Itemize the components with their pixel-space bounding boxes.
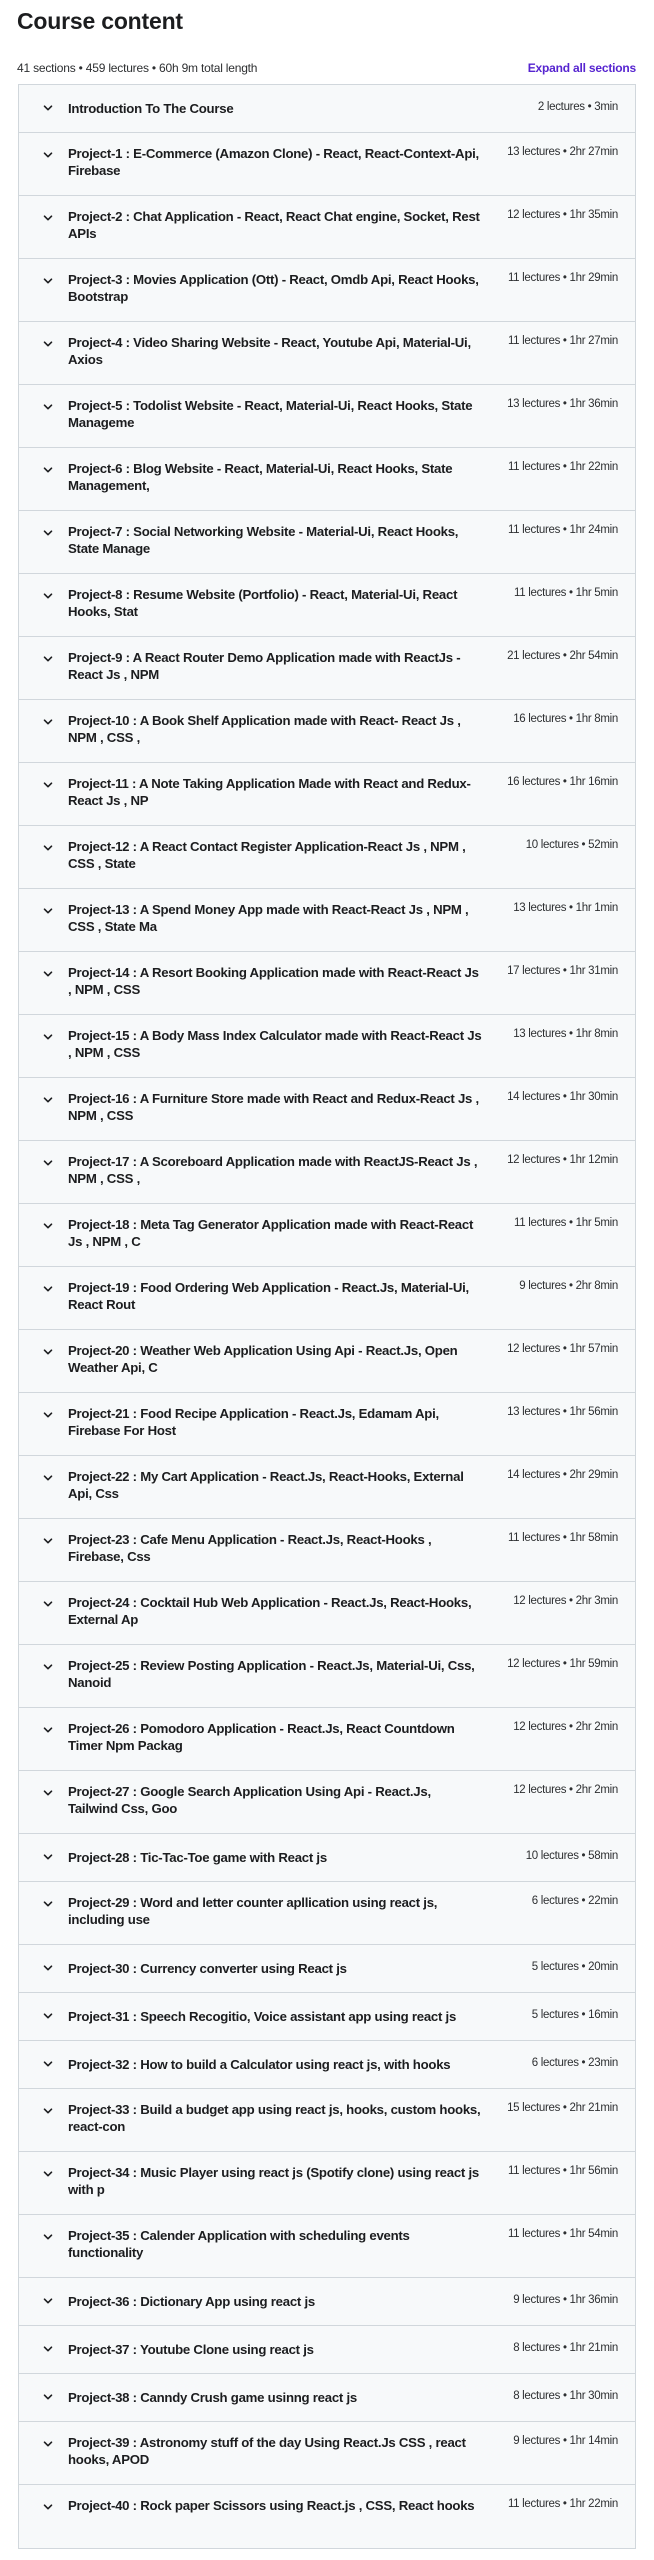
chevron-down-icon[interactable] xyxy=(41,904,55,918)
section-title[interactable]: Project-35 : Calender Application with scheduling events functionality xyxy=(68,2228,410,2260)
chevron-down-icon[interactable] xyxy=(41,1219,55,1233)
chevron-down-icon[interactable] xyxy=(41,2390,55,2404)
section-title[interactable]: Project-4 : Video Sharing Website - React, Youtube Api, Material-Ui, Axios xyxy=(68,335,471,367)
section-meta: 12 lectures • 2hr 3min xyxy=(513,1595,618,1607)
section-title[interactable]: Project-26 : Pomodoro Application - React.Js, React Countdown Timer Npm Packag xyxy=(68,1721,455,1753)
section-header[interactable] xyxy=(19,1141,635,1204)
chevron-down-icon[interactable] xyxy=(41,463,55,477)
section-title[interactable]: Project-13 : A Spend Money App made with React-React Js , NPM , CSS , State Ma xyxy=(68,902,469,934)
section-meta: 11 lectures • 1hr 58min xyxy=(507,1532,618,1544)
section-header[interactable] xyxy=(19,1771,635,1834)
section-meta: 12 lectures • 2hr 2min xyxy=(513,1721,618,1733)
chevron-down-icon[interactable] xyxy=(41,400,55,414)
section-title[interactable]: Project-20 : Weather Web Application Using Api - React.Js, Open Weather Api, C xyxy=(68,1343,458,1375)
section-header[interactable] xyxy=(19,1993,635,2041)
section-title[interactable]: Introduction To The Course xyxy=(68,101,234,116)
section-meta: 11 lectures • 1hr 27min xyxy=(507,335,618,347)
chevron-down-icon[interactable] xyxy=(41,1897,55,1911)
chevron-down-icon[interactable] xyxy=(41,274,55,288)
section-meta: 15 lectures • 2hr 21min xyxy=(507,2102,618,2114)
section-meta: 8 lectures • 1hr 30min xyxy=(513,2390,618,2402)
section-title[interactable]: Project-2 : Chat Application - React, React Chat engine, Socket, Rest APIs xyxy=(68,209,480,241)
section-meta: 12 lectures • 1hr 59min xyxy=(507,1658,618,1670)
section-header[interactable] xyxy=(19,1078,635,1141)
section-meta: 13 lectures • 1hr 1min xyxy=(513,902,618,914)
section-header[interactable] xyxy=(19,1882,635,1945)
section-title[interactable]: Project-1 : E-Commerce (Amazon Clone) - React, React-Context-Api, Firebase xyxy=(68,146,479,178)
chevron-down-icon[interactable] xyxy=(41,1660,55,1674)
section-title[interactable]: Project-14 : A Resort Booking Application made with React-React Js , NPM , CSS xyxy=(68,965,479,997)
section-meta: 8 lectures • 1hr 21min xyxy=(513,2342,618,2354)
section-meta: 11 lectures • 1hr 22min xyxy=(507,461,618,473)
chevron-down-icon[interactable] xyxy=(41,1282,55,1296)
section-title[interactable]: Project-16 : A Furniture Store made with React and Redux-React Js , NPM , CSS xyxy=(68,1091,479,1123)
expand-all-sections-button[interactable]: Expand all sections xyxy=(527,61,636,75)
section-meta: 21 lectures • 2hr 54min xyxy=(507,650,618,662)
section-header[interactable] xyxy=(19,1204,635,1267)
chevron-down-icon[interactable] xyxy=(41,2342,55,2356)
section-title[interactable]: Project-36 : Dictionary App using react js xyxy=(68,2294,315,2309)
chevron-down-icon[interactable] xyxy=(41,1786,55,1800)
section-title[interactable]: Project-39 : Astronomy stuff of the day Using React.Js CSS , react hooks, APOD xyxy=(68,2435,466,2467)
section-meta: 13 lectures • 1hr 56min xyxy=(507,1406,618,1418)
chevron-down-icon[interactable] xyxy=(41,101,55,115)
chevron-down-icon[interactable] xyxy=(41,1030,55,1044)
section-meta: 12 lectures • 2hr 2min xyxy=(513,1784,618,1796)
chevron-down-icon[interactable] xyxy=(41,589,55,603)
section-header[interactable] xyxy=(19,133,635,196)
section-meta: 11 lectures • 1hr 24min xyxy=(507,524,618,536)
section-meta: 5 lectures • 20min xyxy=(531,1961,618,1973)
section-header[interactable] xyxy=(19,85,635,133)
section-title[interactable]: Project-29 : Word and letter counter apllication using react js, including use xyxy=(68,1895,438,1927)
section-header[interactable] xyxy=(19,1330,635,1393)
section-header[interactable] xyxy=(19,952,635,1015)
section-header[interactable] xyxy=(19,196,635,259)
section-meta: 11 lectures • 1hr 54min xyxy=(507,2228,618,2240)
section-title[interactable]: Project-38 : Canndy Crush game usinng react js xyxy=(68,2390,357,2405)
section-header[interactable] xyxy=(19,2152,635,2215)
section-header[interactable] xyxy=(19,1582,635,1645)
section-title[interactable]: Project-8 : Resume Website (Portfolio) - React, Material-Ui, React Hooks, Stat xyxy=(68,587,458,619)
section-title[interactable]: Project-18 : Meta Tag Generator Application made with React-React Js , NPM , C xyxy=(68,1217,474,1249)
chevron-down-icon[interactable] xyxy=(41,2294,55,2308)
section-header[interactable] xyxy=(19,259,635,322)
section-meta: 9 lectures • 1hr 14min xyxy=(513,2435,618,2447)
section-title[interactable]: Project-40 : Rock paper Scissors using React.js , CSS, React hooks xyxy=(68,2498,475,2513)
chevron-down-icon[interactable] xyxy=(41,841,55,855)
chevron-down-icon[interactable] xyxy=(41,1156,55,1170)
section-header[interactable] xyxy=(19,2374,635,2422)
chevron-down-icon[interactable] xyxy=(41,2500,55,2514)
section-title[interactable]: Project-12 : A React Contact Register Application-React Js , NPM , CSS , State xyxy=(68,839,466,871)
section-meta: 16 lectures • 1hr 8min xyxy=(513,713,618,725)
chevron-down-icon[interactable] xyxy=(41,526,55,540)
section-meta: 12 lectures • 1hr 35min xyxy=(507,209,618,221)
section-title[interactable]: Project-27 : Google Search Application Using Api - React.Js, Tailwind Css, Goo xyxy=(68,1784,431,1816)
chevron-down-icon[interactable] xyxy=(41,2009,55,2023)
section-header[interactable] xyxy=(19,1519,635,1582)
section-header[interactable] xyxy=(19,1015,635,1078)
section-header[interactable] xyxy=(19,2041,635,2089)
section-header[interactable] xyxy=(19,574,635,637)
section-meta: 11 lectures • 1hr 5min xyxy=(514,587,618,599)
section-title[interactable]: Project-17 : A Scoreboard Application made with ReactJS-React Js , NPM , CSS , xyxy=(68,1154,478,1186)
section-title[interactable]: Project-6 : Blog Website - React, Material-Ui, React Hooks, State Management, xyxy=(68,461,453,493)
chevron-down-icon[interactable] xyxy=(41,1597,55,1611)
section-meta: 6 lectures • 22min xyxy=(531,1895,618,1907)
chevron-down-icon[interactable] xyxy=(41,1534,55,1548)
section-header[interactable] xyxy=(19,322,635,385)
chevron-down-icon[interactable] xyxy=(41,2437,55,2451)
section-meta: 11 lectures • 1hr 29min xyxy=(507,272,618,284)
section-title[interactable]: Project-25 : Review Posting Application - React.Js, Material-Ui, Css, Nanoid xyxy=(68,1658,475,1690)
section-meta: 6 lectures • 23min xyxy=(531,2057,618,2069)
section-meta: 2 lectures • 3min xyxy=(537,101,618,113)
page-title: Course content xyxy=(17,8,183,34)
section-title[interactable]: Project-34 : Music Player using react js (Spotify clone) using react js with p xyxy=(68,2165,479,2197)
section-header[interactable] xyxy=(19,1267,635,1330)
chevron-down-icon[interactable] xyxy=(41,148,55,162)
section-title[interactable]: Project-15 : A Body Mass Index Calculator made with React-React Js , NPM , CSS xyxy=(68,1028,482,1060)
section-header[interactable] xyxy=(19,2485,635,2548)
section-header[interactable] xyxy=(19,2278,635,2326)
section-header[interactable] xyxy=(19,1456,635,1519)
section-title[interactable]: Project-32 : How to build a Calculator using react js, with hooks xyxy=(68,2057,451,2072)
section-meta: 10 lectures • 58min xyxy=(525,1850,618,1862)
section-title[interactable]: Project-9 : A React Router Demo Application made with ReactJs -React Js , NPM xyxy=(68,650,461,682)
section-header[interactable] xyxy=(19,826,635,889)
section-title[interactable]: Project-33 : Build a budget app using react js, hooks, custom hooks, react-con xyxy=(68,2102,481,2134)
chevron-down-icon[interactable] xyxy=(41,1345,55,1359)
section-meta: 5 lectures • 16min xyxy=(531,2009,618,2021)
section-title[interactable]: Project-10 : A Book Shelf Application made with React- React Js , NPM , CSS , xyxy=(68,713,461,745)
section-meta: 13 lectures • 2hr 27min xyxy=(507,146,618,158)
section-title[interactable]: Project-30 : Currency converter using React js xyxy=(68,1961,347,1976)
chevron-down-icon[interactable] xyxy=(41,337,55,351)
section-title[interactable]: Project-3 : Movies Application (Ott) - React, Omdb Api, React Hooks, Bootstrap xyxy=(68,272,479,304)
section-header[interactable] xyxy=(19,1708,635,1771)
section-title[interactable]: Project-5 : Todolist Website - React, Material-Ui, React Hooks, State Manageme xyxy=(68,398,473,430)
section-header[interactable] xyxy=(19,2422,635,2485)
chevron-down-icon[interactable] xyxy=(41,2104,55,2118)
chevron-down-icon[interactable] xyxy=(41,652,55,666)
chevron-down-icon[interactable] xyxy=(41,1093,55,1107)
section-meta: 17 lectures • 1hr 31min xyxy=(507,965,618,977)
chevron-down-icon[interactable] xyxy=(41,1408,55,1422)
chevron-down-icon[interactable] xyxy=(41,967,55,981)
section-title[interactable]: Project-21 : Food Recipe Application - React.Js, Edamam Api, Firebase For Host xyxy=(68,1406,439,1438)
chevron-down-icon[interactable] xyxy=(41,778,55,792)
chevron-down-icon[interactable] xyxy=(41,1850,55,1864)
chevron-down-icon[interactable] xyxy=(41,1471,55,1485)
section-header[interactable] xyxy=(19,448,635,511)
section-header[interactable] xyxy=(19,763,635,826)
chevron-down-icon[interactable] xyxy=(41,1961,55,1975)
section-title[interactable]: Project-31 : Speech Recogitio, Voice assistant app using react js xyxy=(68,2009,457,2024)
section-meta: 12 lectures • 1hr 12min xyxy=(507,1154,618,1166)
section-header[interactable] xyxy=(19,2326,635,2374)
section-header[interactable] xyxy=(19,511,635,574)
section-title[interactable]: Project-28 : Tic-Tac-Toe game with React js xyxy=(68,1850,327,1865)
chevron-down-icon[interactable] xyxy=(41,715,55,729)
section-meta: 13 lectures • 1hr 36min xyxy=(507,398,618,410)
section-meta: 11 lectures • 1hr 56min xyxy=(507,2165,618,2177)
section-title[interactable]: Project-22 : My Cart Application - React.Js, React-Hooks, External Api, Css xyxy=(68,1469,464,1501)
section-header[interactable] xyxy=(19,637,635,700)
section-header[interactable] xyxy=(19,1834,635,1882)
section-header[interactable] xyxy=(19,2215,635,2278)
section-meta: 9 lectures • 2hr 8min xyxy=(519,1280,618,1292)
section-meta: 11 lectures • 1hr 5min xyxy=(514,1217,618,1229)
section-title[interactable]: Project-7 : Social Networking Website - Material-Ui, React Hooks, State Manage xyxy=(68,524,459,556)
section-header[interactable] xyxy=(19,889,635,952)
section-header[interactable] xyxy=(19,1645,635,1708)
section-title[interactable]: Project-23 : Cafe Menu Application - React.Js, React-Hooks , Firebase, Css xyxy=(68,1532,432,1564)
section-meta: 9 lectures • 1hr 36min xyxy=(513,2294,618,2306)
section-title[interactable]: Project-11 : A Note Taking Application Made with React and Redux-React Js , NP xyxy=(68,776,471,808)
chevron-down-icon[interactable] xyxy=(41,211,55,225)
chevron-down-icon[interactable] xyxy=(41,2167,55,2181)
course-summary-row xyxy=(17,58,636,78)
sections-accordion xyxy=(18,84,636,2549)
course-summary: 41 sections • 459 lectures • 60h 9m total length xyxy=(17,61,258,75)
section-title[interactable]: Project-19 : Food Ordering Web Application - React.Js, Material-Ui, React Rout xyxy=(68,1280,469,1312)
section-header[interactable] xyxy=(19,700,635,763)
section-title[interactable]: Project-24 : Cocktail Hub Web Application - React.Js, React-Hooks, External Ap xyxy=(68,1595,472,1627)
section-meta: 10 lectures • 52min xyxy=(525,839,618,851)
section-meta: 13 lectures • 1hr 8min xyxy=(513,1028,618,1040)
chevron-down-icon[interactable] xyxy=(41,2057,55,2071)
section-meta: 11 lectures • 1hr 22min xyxy=(507,2498,618,2510)
section-header[interactable] xyxy=(19,2089,635,2152)
section-header[interactable] xyxy=(19,385,635,448)
section-header[interactable] xyxy=(19,1945,635,1993)
section-meta: 14 lectures • 1hr 30min xyxy=(507,1091,618,1103)
section-title[interactable]: Project-37 : Youtube Clone using react js xyxy=(68,2342,314,2357)
chevron-down-icon[interactable] xyxy=(41,1723,55,1737)
chevron-down-icon[interactable] xyxy=(41,2230,55,2244)
section-meta: 12 lectures • 1hr 57min xyxy=(507,1343,618,1355)
section-meta: 16 lectures • 1hr 16min xyxy=(507,776,618,788)
section-meta: 14 lectures • 2hr 29min xyxy=(507,1469,618,1481)
section-header[interactable] xyxy=(19,1393,635,1456)
